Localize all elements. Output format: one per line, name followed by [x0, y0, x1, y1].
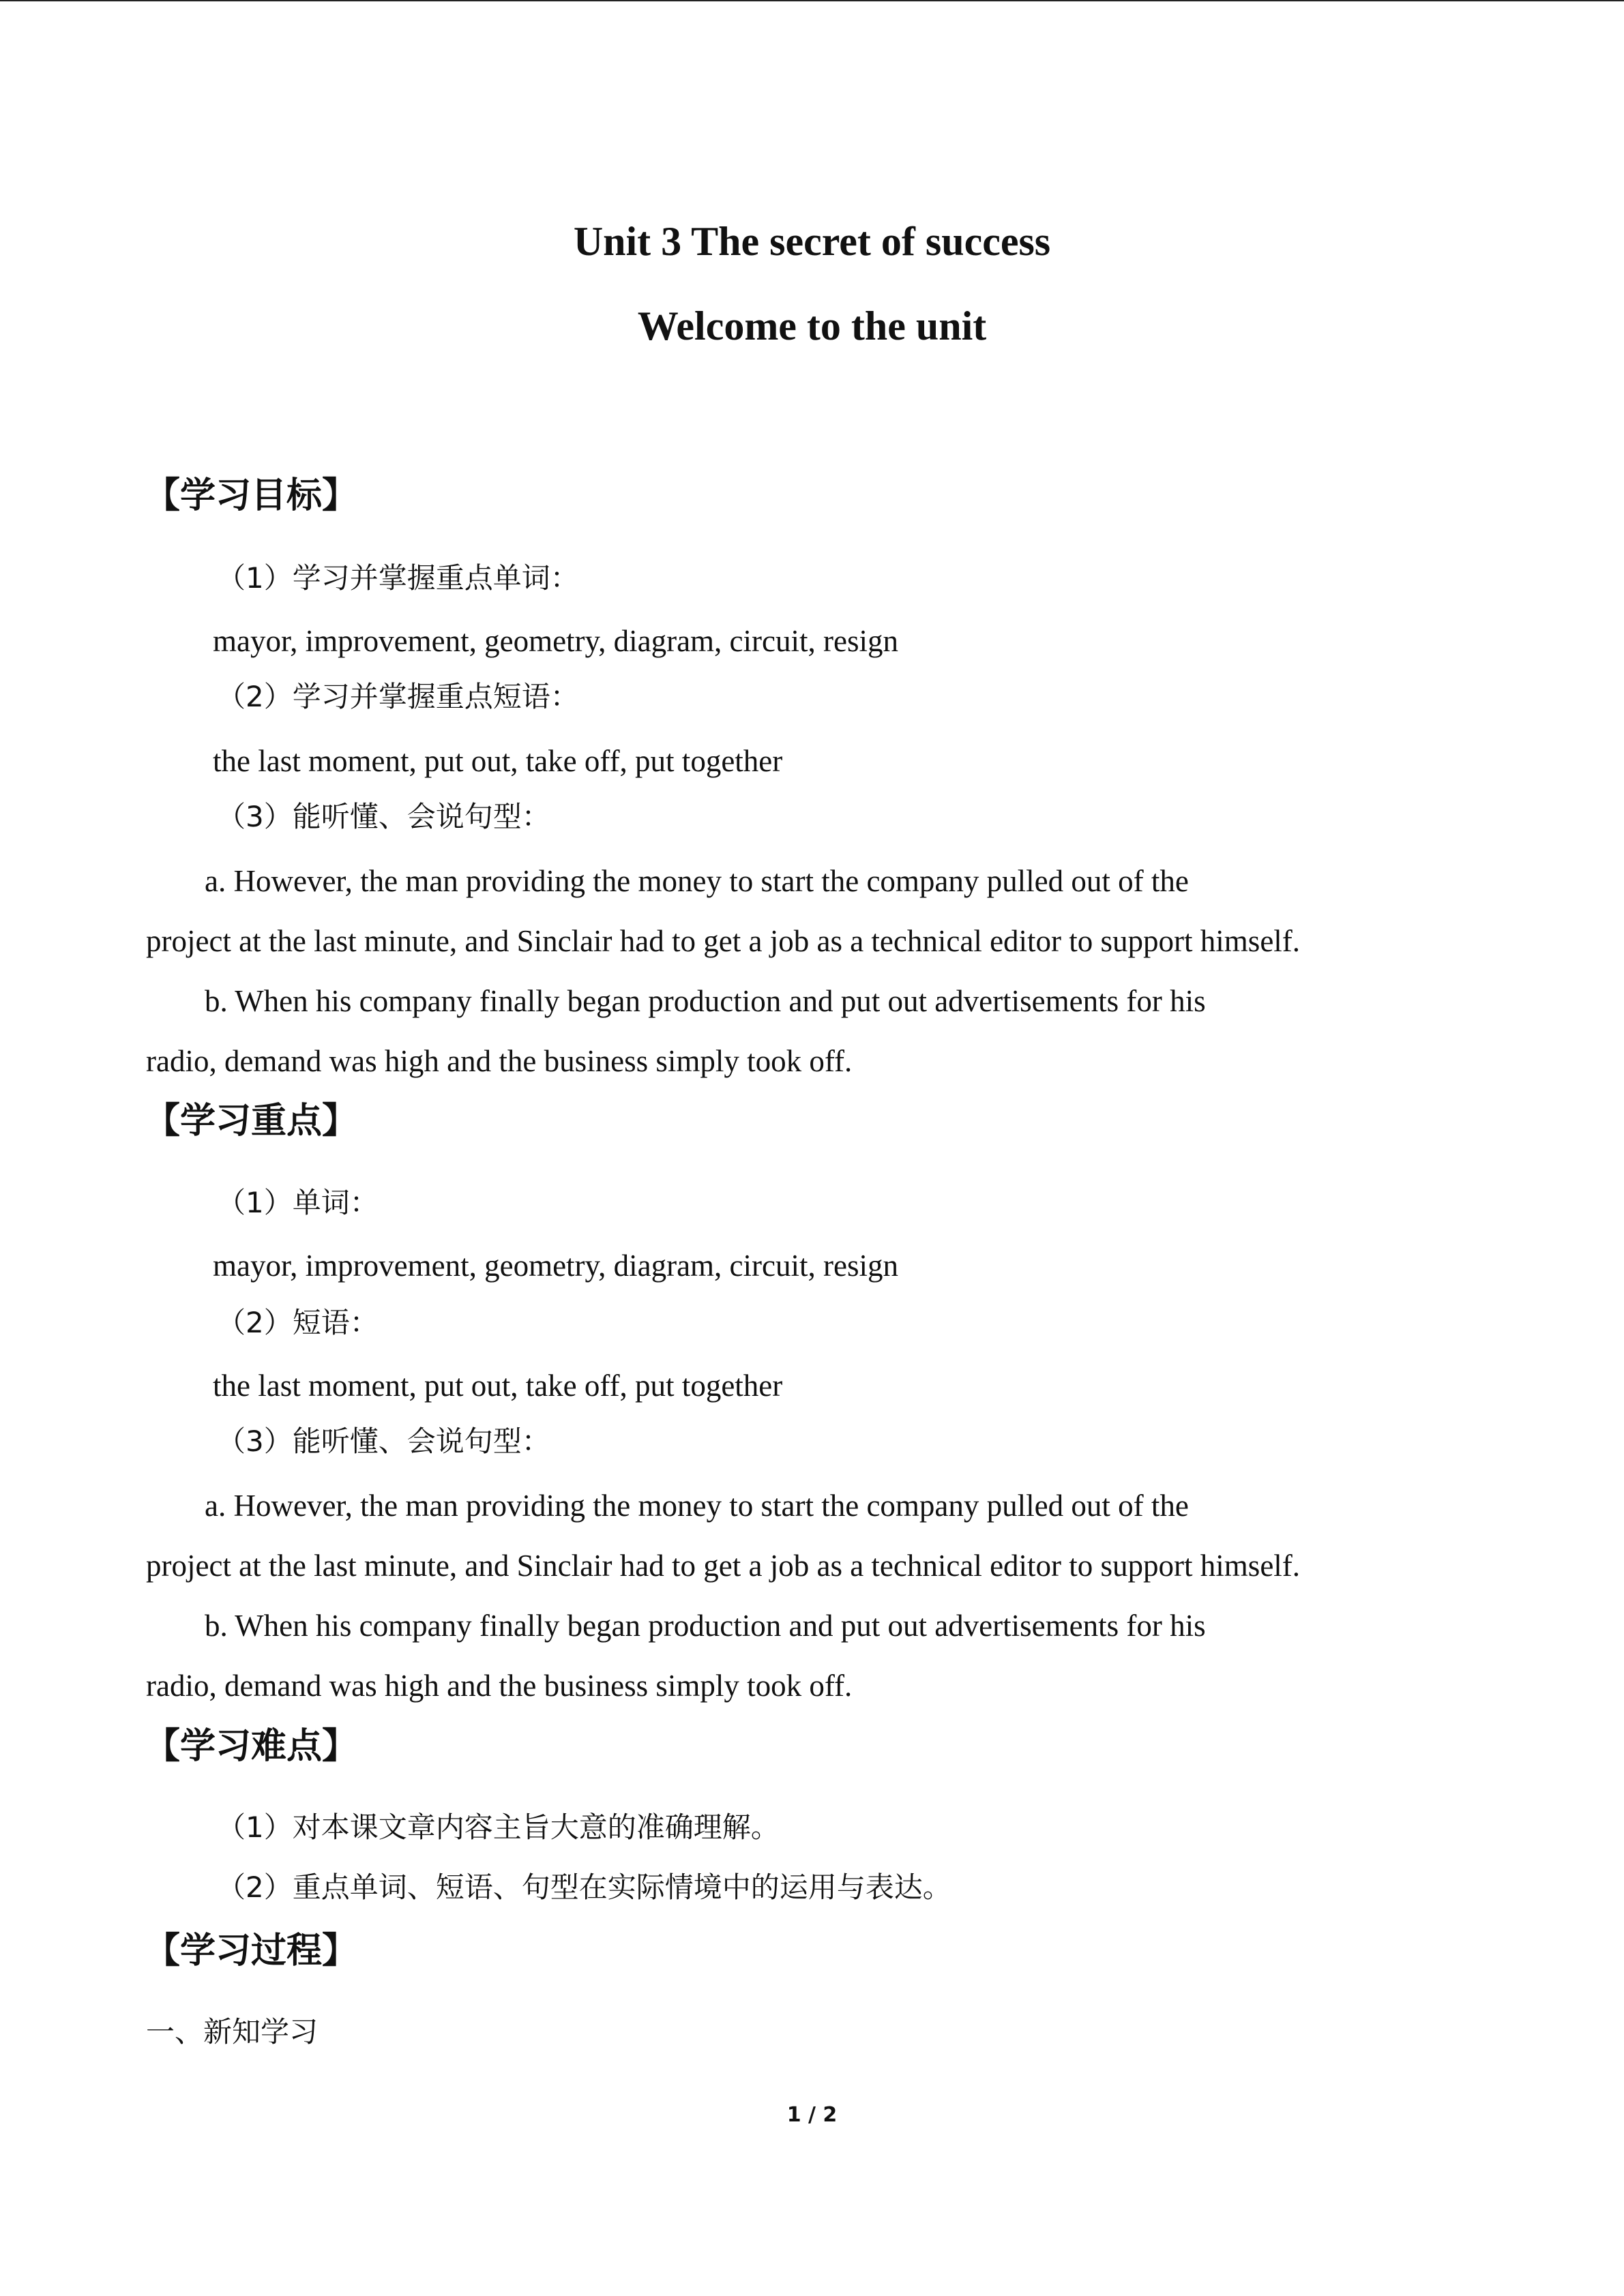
objectives-item1-label: （1）学习并掌握重点单词：: [217, 561, 579, 595]
objectives-heading: 【学习目标】: [145, 475, 358, 516]
key-points-sentence-b-line1: b. When his company finally began production and put out advertisements for his: [205, 1609, 1206, 1643]
document-title: Unit 3 The secret of success: [573, 219, 1051, 264]
difficulties-heading: 【学习难点】: [145, 1726, 358, 1767]
key-points-item2-content: the last moment, put out, take off, put together: [213, 1369, 783, 1403]
key-points-sentence-a-line2: project at the last minute, and Sinclair had to get a job as a technical editor to support himself.: [146, 1549, 1301, 1583]
process-heading: 【学习过程】: [145, 1930, 358, 1971]
objectives-sentence-a-line1: a. However, the man providing the money to start the company pulled out of the: [205, 864, 1189, 898]
objectives-item3-label: （3）能听懂、会说句型：: [217, 800, 550, 833]
key-points-item1-label: （1）单词：: [217, 1186, 379, 1219]
objectives-item2-label: （2）学习并掌握重点短语：: [217, 680, 579, 713]
difficulties-item1: （1）对本课文章内容主旨大意的准确理解。: [217, 1810, 780, 1844]
key-points-item1-content: mayor, improvement, geometry, diagram, circuit, resign: [213, 1249, 898, 1283]
objectives-sentence-b-line1: b. When his company finally began production and put out advertisements for his: [205, 984, 1206, 1018]
key-points-sentence-a-line1: a. However, the man providing the money to start the company pulled out of the: [205, 1489, 1189, 1523]
process-section-1: 一、新知学习: [146, 2015, 319, 2048]
key-points-item3-label: （3）能听懂、会说句型：: [217, 1425, 550, 1458]
objectives-item2-content: the last moment, put out, take off, put together: [213, 744, 783, 778]
difficulties-item2: （2）重点单词、短语、句型在实际情境中的运用与表达。: [217, 1870, 951, 1904]
document-subtitle: Welcome to the unit: [637, 303, 987, 348]
page-number: 1 / 2: [786, 2103, 838, 2127]
key-points-heading: 【学习重点】: [145, 1101, 358, 1142]
objectives-sentence-b-line2: radio, demand was high and the business simply took off.: [146, 1044, 853, 1078]
objectives-item1-content: mayor, improvement, geometry, diagram, circuit, resign: [213, 624, 898, 658]
key-points-sentence-b-line2: radio, demand was high and the business simply took off.: [146, 1669, 853, 1703]
key-points-item2-label: （2）短语：: [217, 1306, 379, 1339]
objectives-sentence-a-line2: project at the last minute, and Sinclair had to get a job as a technical editor to support himself.: [146, 924, 1301, 958]
